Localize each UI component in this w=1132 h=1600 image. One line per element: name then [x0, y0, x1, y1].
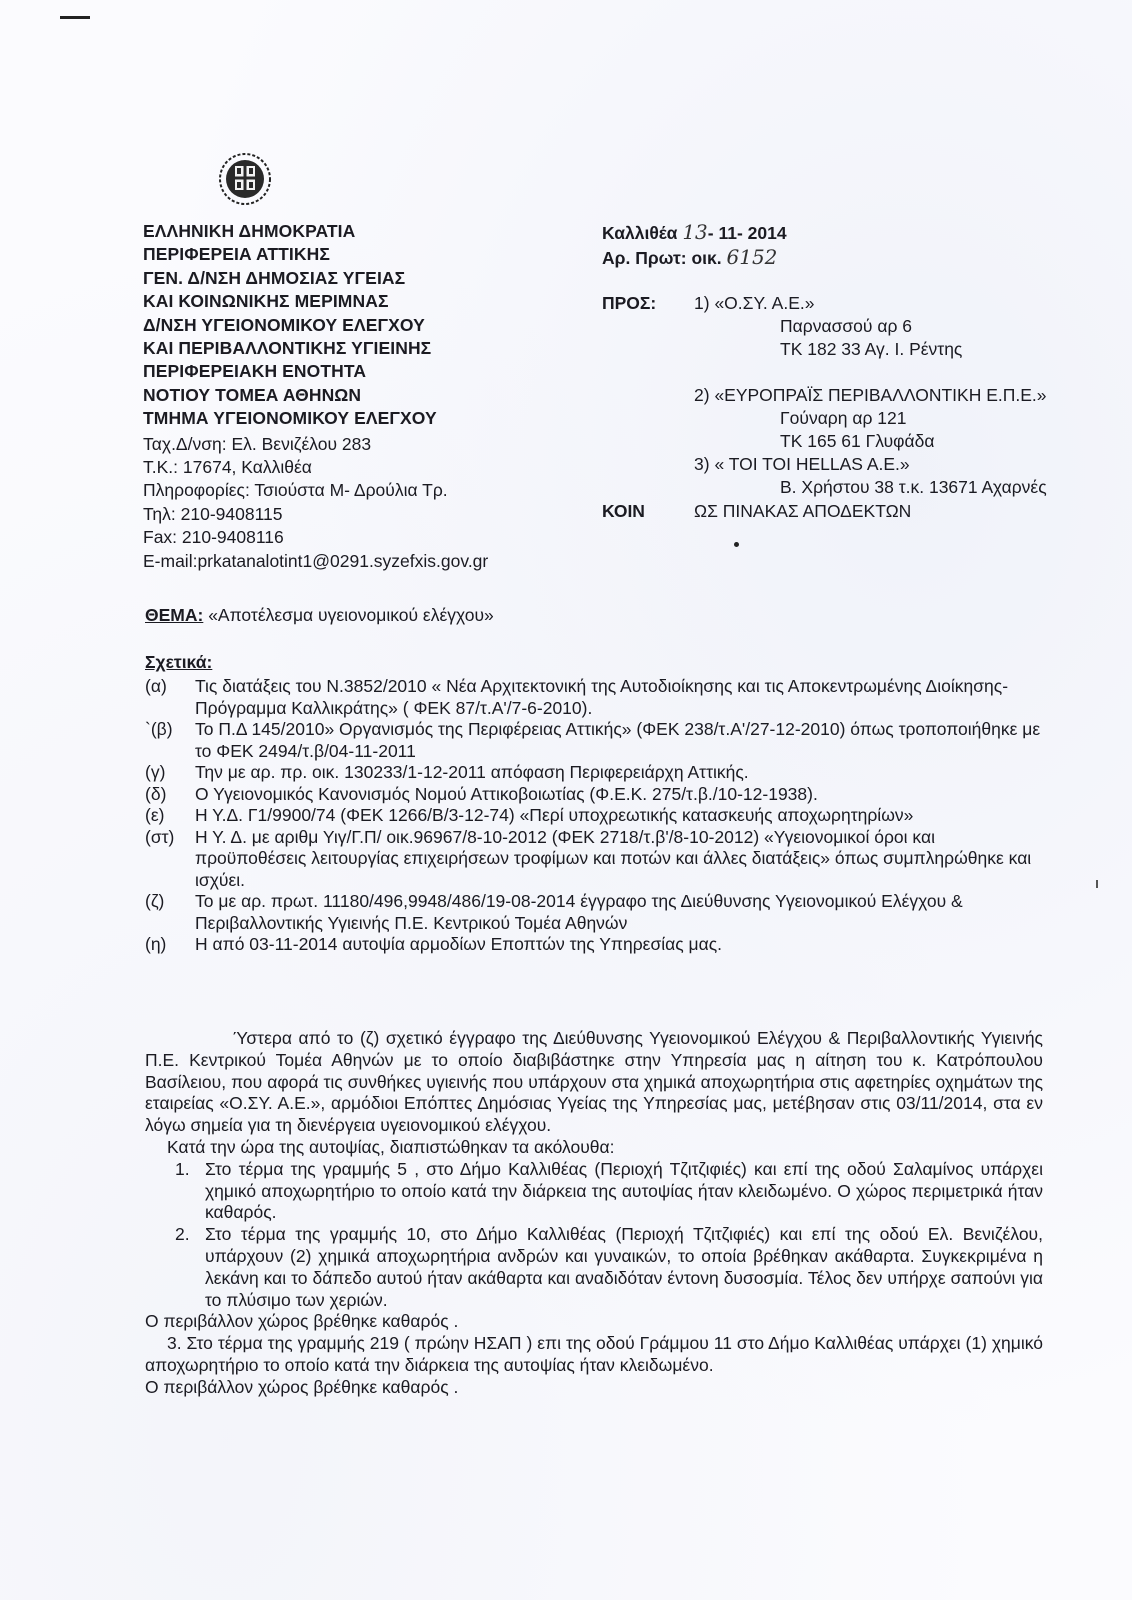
org-line: ΠΕΡΙΦΕΡΕΙΑ ΑΤΤΙΚΗΣ — [143, 244, 330, 265]
finding-item — [175, 1159, 1043, 1224]
email-line: E-mail:prkatanalotint1@0291.syzefxis.gov.gr — [143, 550, 489, 571]
related-mark: (στ) — [145, 826, 175, 847]
address-line: Ταχ.Δ/νση: Ελ. Βενιζέλου 283 — [143, 433, 372, 454]
environment-note: Ο περιβάλλον χώρος βρέθηκε καθαρός . — [145, 1311, 459, 1332]
recipient-address: Γούναρη αρ 121 — [780, 407, 907, 428]
recipient-name: 2) «ΕΥΡΟΠΡΑΪΣ ΠΕΡΙΒΑΛΛΟΝΤΙΚΗ Ε.Π.Ε.» — [694, 384, 1047, 405]
finding-3-paragraph: 3. Στο τέρμα της γραμμής 219 ( πρώην ΗΣΑΠ ) επι της οδού Γράμμου 11 στο Δήμο Καλλιθέας υπάρχει (1) χημικό αποχωρητήριο το οποίο κατά την διάρκεια της αυτοψίας ήταν κλειδωμένο. — [145, 1333, 1043, 1375]
protocol-prefix: Αρ. Πρωτ: οικ. — [602, 248, 722, 268]
intro-paragraph: Ύστερα από το (ζ) σχετικό έγγραφο της Διεύθυνσης Υγειονομικού Ελέγχου & Περιβαλλοντικής Υγιεινής Π.Ε. Κεντρικού Τομέα Αθηνών με το οποίο διαβιβάστηκε στην Υπηρεσία μας η αίτηση του κ. Κατρόπουλου Βασίλειου, που αφορά τις συνθήκες υγιεινής που υπάρχουν στα χημικά αποχωρητήρια στις αφετηρίες οχημάτων της εταιρείας «Ο.ΣΥ. Α.Ε.», αρμόδιοι Επόπτες Δημόσιας Υγείας της Υπηρεσίας μας, μετέβησαν στις 03/11/2014, στα εν λόγω σημεία για τη διενέργεια υγειονομικού ελέγχου. — [145, 1028, 1043, 1136]
org-line: ΝΟΤΙΟΥ ΤΟΜΕΑ ΑΘΗΝΩΝ — [143, 384, 362, 405]
letter-body — [145, 1028, 1043, 1399]
recipients-block — [602, 292, 1102, 523]
org-line: ΤΜΗΜΑ ΥΓΕΙΟΝΟΜΙΚΟΥ ΕΛΕΓΧΟΥ — [143, 408, 437, 429]
org-line: ΓΕΝ. Δ/ΝΣΗ ΔΗΜΟΣΙΑΣ ΥΓΕΙΑΣ — [143, 267, 406, 288]
related-item — [145, 762, 1045, 784]
sender-header — [143, 220, 573, 573]
cc-text: ΩΣ ΠΙΝΑΚΑΣ ΑΠΟΔΕΚΤΩΝ — [694, 500, 912, 521]
recipient-postal: ΤΚ 165 61 Γλυφάδα — [780, 431, 935, 452]
related-item — [145, 934, 1045, 956]
recipient-name: 1) «Ο.ΣΥ. Α.Ε.» — [694, 293, 815, 313]
fax-line: Fax: 210-9408116 — [143, 527, 284, 548]
recipient-row — [602, 384, 1102, 454]
related-mark: (η) — [145, 934, 167, 954]
postal-code-line: Τ.Κ.: 17674, Καλλιθέα — [143, 457, 312, 478]
related-title: Σχετικά: — [145, 652, 213, 672]
phone-line: Τηλ: 210-9408115 — [143, 503, 283, 524]
greek-emblem-icon — [218, 152, 272, 206]
recipient-postal: ΤΚ 182 33 Αγ. Ι. Ρέντης — [780, 339, 963, 360]
to-label: ΠΡΟΣ: — [602, 293, 657, 313]
org-line: Δ/ΝΣΗ ΥΓΕΙΟΝΟΜΙΚΟΥ ΕΛΕΓΧΟΥ — [143, 314, 425, 335]
recipient-row — [602, 453, 1102, 499]
related-item — [145, 719, 1045, 762]
related-item — [145, 676, 1045, 719]
recipient-row — [602, 292, 1102, 362]
scan-mark-margin — [1096, 880, 1098, 888]
org-line: ΚΑΙ ΠΕΡΙΒΑΛΛΟΝΤΙΚΗΣ ΥΓΙΕΙΝΗΣ — [143, 338, 432, 359]
related-text: Η Υ.Δ. Γ1/9900/74 (ΦΕΚ 1266/Β/3-12-74) «Περί υποχρεωτικής κατασκευής αποχωρητηρίων» — [195, 805, 914, 825]
handwritten-day: 13 — [682, 220, 708, 244]
recipient-address: Β. Χρήστου 38 τ.κ. 13671 Αχαρνές — [780, 477, 1047, 498]
contact-block — [143, 433, 573, 573]
finding-number: 2. — [175, 1224, 190, 1245]
recipient-number: 3) — [694, 454, 710, 475]
related-text: Το με αρ. πρωτ. 11180/496,9948/486/19-08-2014 έγγραφο της Διεύθυνσης Υγειονομικού Ελέγχου & Περιβαλλοντικής Υγιεινής Π.Ε. Κεντρικού Τομέα Αθηνών — [195, 891, 963, 933]
date-protocol-block — [602, 220, 787, 270]
cc-row — [602, 500, 1102, 523]
related-item — [145, 784, 1045, 806]
subject-label: ΘΕΜΑ: — [145, 605, 204, 625]
finding-text: Στο τέρμα της γραμμής 10, στο Δήμο Καλλιθέας (Περιοχή Τζιτζιφιές) και επί της οδού Ελ. Βενιζέλου, υπάρχουν (2) χημικά αποχωρητήρια ανδρών και γυναικών, το οποία βρέθηκαν ακάθαρτα. Συγκεκριμένα η λεκάνη και το δάπεδο αυτού ήταν ακάθαρτα και αναδιδόταν έντονη δυσοσμία. Τέλος δεν υπήρχε σαπούνι για το πλύσιμο των χεριών. — [205, 1224, 1043, 1310]
related-list — [145, 676, 1045, 956]
related-text: Η από 03-11-2014 αυτοψία αρμοδίων Εποπτών της Υπηρεσίας μας. — [195, 934, 723, 954]
related-text: Η Υ. Δ. με αριθμ Υιγ/Γ.Π/ οικ.96967/8-10-2012 (ΦΕΚ 2718/τ.β'/8-10-2012) «Υγειονομικοί όροι και προϋποθέσεις λειτουργίας επιχειρήσεων τροφίμων και ποτών και άλλες διατάξεις» όπως συμπληρώθηκε και ισχύει. — [195, 826, 1032, 890]
scan-mark — [60, 16, 90, 19]
findings-intro: Κατά την ώρα της αυτοψίας, διαπιστώθηκαν τα ακόλουθα: — [167, 1136, 615, 1157]
finding-item — [175, 1224, 1043, 1311]
date-prefix: Καλλιθέα — [602, 223, 678, 243]
date-month-year: - 11- 2014 — [707, 223, 787, 243]
protocol-line — [602, 245, 787, 270]
org-line: ΕΛΛΗΝΙΚΗ ΔΗΜΟΚΡΑΤΙΑ — [143, 221, 356, 241]
related-text: Την με αρ. πρ. οικ. 130233/1-12-2011 απόφαση Περιφερειάρχη Αττικής. — [195, 762, 749, 782]
cc-label: ΚΟΙΝ — [602, 500, 645, 521]
date-line — [602, 220, 787, 245]
recipient-number: 2) — [694, 384, 710, 405]
recipient-address: Παρνασσού αρ 6 — [780, 316, 913, 337]
related-item — [145, 891, 1045, 934]
subject-text: «Αποτέλεσμα υγειονομικού ελέγχου» — [203, 605, 494, 625]
ink-dot — [734, 542, 739, 547]
finding-text: Στο τέρμα της γραμμής 5 , στο Δήμο Καλλιθέας (Περιοχή Τζιτζιφιές) και επί της οδού Σαλαμίνος υπάρχει χημικό αποχωρητήριο το οποίο κατά την διάρκεια της αυτοψίας ήταν κλειδωμένο. Ο χώρος περιμετρικά ήταν καθαρός. — [205, 1158, 1043, 1223]
related-mark: (ε) — [145, 805, 165, 825]
handwritten-protocol-number: 6152 — [726, 245, 778, 269]
finding-number: 1. — [175, 1158, 190, 1179]
related-mark: (α) — [145, 676, 167, 696]
related-text: Ο Υγειονομικός Κανονισμός Νομού Αττικοβοιωτίας (Φ.Ε.Κ. 275/τ.β./10-12-1938). — [195, 783, 818, 804]
info-contact-line: Πληροφορίες: Τσιούστα Μ- Δρούλια Τρ. — [143, 480, 448, 501]
org-line: ΚΑΙ ΚΟΙΝΩΝΙΚΗΣ ΜΕΡΙΜΝΑΣ — [143, 291, 389, 312]
related-item — [145, 827, 1045, 892]
related-mark: (δ) — [145, 783, 167, 804]
related-text: Το Π.Δ 145/2010» Οργανισμός της Περιφέρειας Αττικής» (ΦΕΚ 238/τ.Α'/27-12-2010) όπως τροποποιήθηκε με το ΦΕΚ 2494/τ.β/04-11-2011 — [195, 719, 1041, 761]
related-mark: (γ) — [145, 762, 166, 782]
related-mark: (ζ) — [145, 891, 165, 911]
recipient-name: 3) « TOI TOI HELLAS A.E.» — [694, 454, 910, 475]
related-item — [145, 805, 1045, 827]
subject-line — [145, 605, 494, 626]
environment-note: Ο περιβάλλον χώρος βρέθηκε καθαρός . — [145, 1376, 459, 1397]
org-line: ΠΕΡΙΦΕΡΕΙΑΚΗ ΕΝΟΤΗΤΑ — [143, 361, 367, 382]
related-mark: `(β) — [145, 719, 173, 739]
recipient-number: 1) — [694, 293, 710, 313]
related-text: Τις διατάξεις του Ν.3852/2010 « Νέα Αρχιτεκτονική της Αυτοδιοίκησης και τις Αποκεντρωμένης Διοίκησης- Πρόγραμμα Καλλικράτης» ( ΦΕΚ 87/τ.Α'/7-6-2010). — [195, 676, 1009, 718]
